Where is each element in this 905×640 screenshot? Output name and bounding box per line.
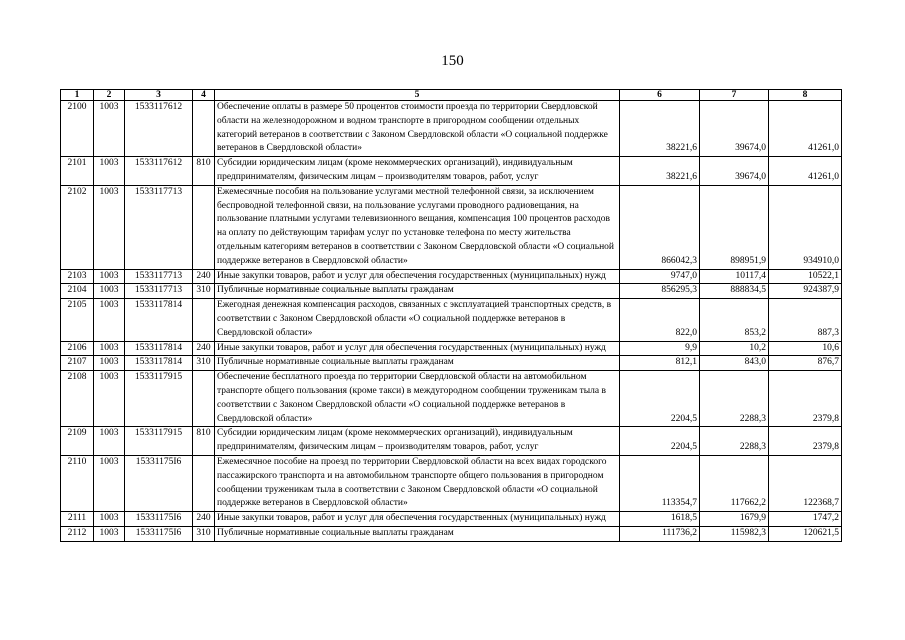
description-cell: Публичные нормативные социальные выплаты гражданам: [215, 356, 620, 371]
table-row: [61, 526, 842, 541]
amount-col6-cell: 822,0: [620, 299, 700, 341]
section-code-cell: 1003: [94, 299, 125, 341]
amount-col6-cell: 113354,7: [620, 455, 700, 511]
row-number-cell: 2109: [61, 427, 94, 456]
column-header: 6: [620, 90, 700, 101]
amount-col8-cell: 10,6: [769, 341, 842, 356]
table-row: [61, 185, 842, 269]
section-code-cell: 1003: [94, 185, 125, 269]
amount-col6-cell: 2204,5: [620, 371, 700, 427]
column-header: 4: [193, 90, 215, 101]
amount-col6-cell: 2204,5: [620, 427, 700, 456]
expense-type-cell: 310: [193, 526, 215, 541]
description-cell: Публичные нормативные социальные выплаты гражданам: [215, 526, 620, 541]
section-code-cell: 1003: [94, 269, 125, 284]
column-header: 3: [125, 90, 193, 101]
row-number-cell: 2105: [61, 299, 94, 341]
amount-col8-cell: 41261,0: [769, 157, 842, 186]
expense-type-cell: 240: [193, 341, 215, 356]
description-cell: Субсидии юридическим лицам (кроме некоммерческих организаций), индивидуальным предпринимателям, физическим лицам – производителям товаров, работ, услуг: [215, 427, 620, 456]
amount-col7-cell: 898951,9: [700, 185, 769, 269]
table-row: [61, 371, 842, 427]
amount-col6-cell: 812,1: [620, 356, 700, 371]
description-cell: Ежемесячные пособия на пользование услугами местной телефонной связи, за исключением беспроводной телефонной связи, на пользование услугами проводного радиовещания, на пользование платными услугами телевизионного вещания, компенсация 100 процентов расходов на оплату по действующим тарифам услуг по установке телефона по месту жительства отдельным категориям ветеранов в соответствии с Законом Свердловской области «О социальной поддержке ветеранов в Свердловской области»: [215, 185, 620, 269]
table-row: [61, 356, 842, 371]
amount-col8-cell: 934910,0: [769, 185, 842, 269]
description-cell: Иные закупки товаров, работ и услуг для обеспечения государственных (муниципальных) нужд: [215, 512, 620, 527]
section-code-cell: 1003: [94, 427, 125, 456]
table-row: [61, 269, 842, 284]
target-article-cell: 1533117915: [125, 371, 193, 427]
row-number-cell: 2104: [61, 284, 94, 299]
description-cell: Ежемесячное пособие на проезд по территории Свердловской области на всех видах городского пассажирского транспорта и на автомобильном транспорте общего пользования в пригородном сообщении труженикам тыла в соответствии с Законом Свердловской области «О социальной поддержке ветеранов в Свердловской области»: [215, 455, 620, 511]
target-article-cell: 1533117612: [125, 157, 193, 186]
amount-col7-cell: 853,2: [700, 299, 769, 341]
table-row: [61, 101, 842, 157]
target-article-cell: 15331175I6: [125, 526, 193, 541]
description-cell: Иные закупки товаров, работ и услуг для обеспечения государственных (муниципальных) нужд: [215, 341, 620, 356]
row-number-cell: 2102: [61, 185, 94, 269]
amount-col6-cell: 111736,2: [620, 526, 700, 541]
amount-col6-cell: 38221,6: [620, 101, 700, 157]
description-cell: Обеспечение бесплатного проезда по территории Свердловской области на автомобильном транспорте общего пользования (кроме такси) в междугородном сообщении труженикам тыла в соответствии с Законом Свердловской области «О социальной поддержке ветеранов в Свердловской области»: [215, 371, 620, 427]
target-article-cell: 1533117713: [125, 269, 193, 284]
amount-col7-cell: 10,2: [700, 341, 769, 356]
section-code-cell: 1003: [94, 341, 125, 356]
section-code-cell: 1003: [94, 101, 125, 157]
amount-col7-cell: 888834,5: [700, 284, 769, 299]
amount-col7-cell: 2288,3: [700, 371, 769, 427]
target-article-cell: 15331175I6: [125, 455, 193, 511]
target-article-cell: 1533117612: [125, 101, 193, 157]
row-number-cell: 2101: [61, 157, 94, 186]
table-row: [61, 157, 842, 186]
column-header: 2: [94, 90, 125, 101]
amount-col6-cell: 9747,0: [620, 269, 700, 284]
amount-col6-cell: 1618,5: [620, 512, 700, 527]
amount-col7-cell: 39674,0: [700, 101, 769, 157]
amount-col7-cell: 39674,0: [700, 157, 769, 186]
amount-col8-cell: 122368,7: [769, 455, 842, 511]
column-header: 5: [215, 90, 620, 101]
amount-col8-cell: 41261,0: [769, 101, 842, 157]
target-article-cell: 1533117915: [125, 427, 193, 456]
target-article-cell: 1533117814: [125, 341, 193, 356]
amount-col7-cell: 117662,2: [700, 455, 769, 511]
table-row: [61, 284, 842, 299]
amount-col6-cell: 38221,6: [620, 157, 700, 186]
amount-col8-cell: 2379,8: [769, 427, 842, 456]
description-cell: Публичные нормативные социальные выплаты гражданам: [215, 284, 620, 299]
description-cell: Ежегодная денежная компенсация расходов, связанных с эксплуатацией транспортных средств, в соответствии с Законом Свердловской области «О социальной поддержке ветеранов в Свердловской области»: [215, 299, 620, 341]
amount-col8-cell: 876,7: [769, 356, 842, 371]
amount-col7-cell: 843,0: [700, 356, 769, 371]
amount-col7-cell: 115982,3: [700, 526, 769, 541]
expense-type-cell: [193, 371, 215, 427]
amount-col6-cell: 866042,3: [620, 185, 700, 269]
page-number: 150: [441, 53, 464, 69]
amount-col6-cell: 856295,3: [620, 284, 700, 299]
table-row: [61, 455, 842, 511]
section-code-cell: 1003: [94, 371, 125, 427]
column-header: 7: [700, 90, 769, 101]
section-code-cell: 1003: [94, 157, 125, 186]
description-cell: Субсидии юридическим лицам (кроме некоммерческих организаций), индивидуальным предпринимателям, физическим лицам – производителям товаров, работ, услуг: [215, 157, 620, 186]
expense-type-cell: 810: [193, 157, 215, 186]
expense-type-cell: 310: [193, 284, 215, 299]
section-code-cell: 1003: [94, 356, 125, 371]
table-row: [61, 427, 842, 456]
table-row: [61, 512, 842, 527]
amount-col8-cell: 1747,2: [769, 512, 842, 527]
expense-type-cell: 810: [193, 427, 215, 456]
column-header: 1: [61, 90, 94, 101]
amount-col8-cell: 924387,9: [769, 284, 842, 299]
section-code-cell: 1003: [94, 526, 125, 541]
amount-col7-cell: 2288,3: [700, 427, 769, 456]
expense-type-cell: [193, 185, 215, 269]
amount-col8-cell: 2379,8: [769, 371, 842, 427]
target-article-cell: 15331175I6: [125, 512, 193, 527]
row-number-cell: 2108: [61, 371, 94, 427]
table-header-row: [61, 90, 842, 101]
section-code-cell: 1003: [94, 284, 125, 299]
row-number-cell: 2106: [61, 341, 94, 356]
amount-col7-cell: 1679,9: [700, 512, 769, 527]
expense-type-cell: 240: [193, 269, 215, 284]
description-cell: Обеспечение оплаты в размере 50 процентов стоимости проезда по территории Свердловской области на железнодорожном и водном транспорте в пригородном сообщении отдельных категорий ветеранов в соответствии с Законом Свердловской области «О социальной поддержке ветеранов в Свердловской области»: [215, 101, 620, 157]
section-code-cell: 1003: [94, 512, 125, 527]
row-number-cell: 2103: [61, 269, 94, 284]
column-header: 8: [769, 90, 842, 101]
row-number-cell: 2111: [61, 512, 94, 527]
row-number-cell: 2112: [61, 526, 94, 541]
expense-type-cell: [193, 455, 215, 511]
amount-col8-cell: 887,3: [769, 299, 842, 341]
description-cell: Иные закупки товаров, работ и услуг для обеспечения государственных (муниципальных) нужд: [215, 269, 620, 284]
amount-col8-cell: 120621,5: [769, 526, 842, 541]
table-row: [61, 341, 842, 356]
target-article-cell: 1533117713: [125, 284, 193, 299]
expense-type-cell: [193, 101, 215, 157]
amount-col6-cell: 9,9: [620, 341, 700, 356]
target-article-cell: 1533117814: [125, 356, 193, 371]
amount-col7-cell: 10117,4: [700, 269, 769, 284]
target-article-cell: 1533117713: [125, 185, 193, 269]
row-number-cell: 2107: [61, 356, 94, 371]
section-code-cell: 1003: [94, 455, 125, 511]
table-row: [61, 299, 842, 341]
row-number-cell: 2110: [61, 455, 94, 511]
budget-table: [60, 89, 842, 542]
target-article-cell: 1533117814: [125, 299, 193, 341]
row-number-cell: 2100: [61, 101, 94, 157]
expense-type-cell: [193, 299, 215, 341]
expense-type-cell: 310: [193, 356, 215, 371]
amount-col8-cell: 10522,1: [769, 269, 842, 284]
expense-type-cell: 240: [193, 512, 215, 527]
